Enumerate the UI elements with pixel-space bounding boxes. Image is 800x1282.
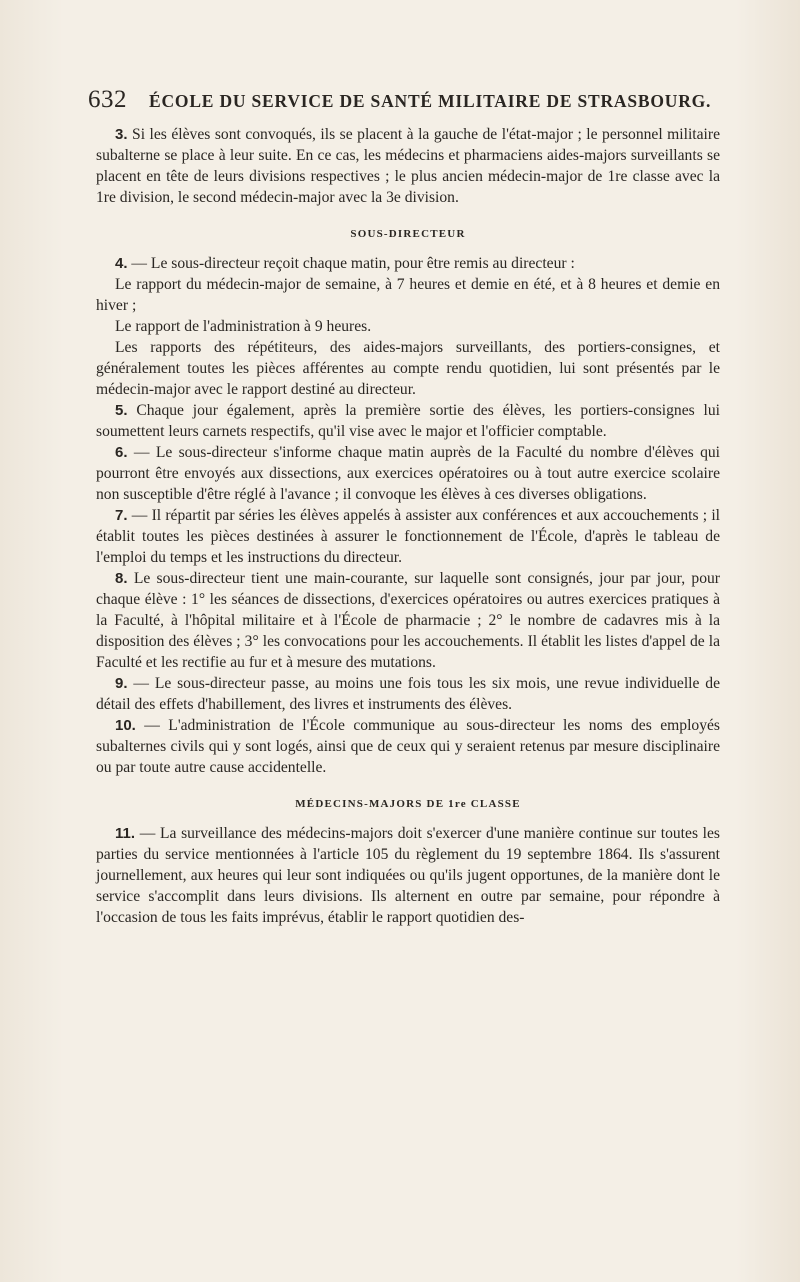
article-text: Si les élèves sont convoqués, ils se placent à la gauche de l'état-major ; le personnel militaire subalterne se place à leur suite. En ce cas, les médecins et pharmaciens aides-majors surveillants se placent en tête de leurs divisions respectives ; le plus ancien médecin-major de 1re classe avec la 1re division, le second médecin-major avec la 3e division. (96, 126, 721, 206)
article-text: — L'administration de l'École communique au sous-directeur les noms des employés subalternes civils qui y sont logés, ainsi que de ceux qui y seraient retenus par mesure disciplinaire ou par toute autre cause accidentelle. (96, 717, 720, 776)
article-6 (96, 442, 720, 505)
article-number: 6. (115, 444, 128, 461)
article-number: 10. (115, 717, 136, 734)
section-heading-medecins-majors: MÉDECINS-MAJORS DE 1re CLASSE (295, 798, 521, 810)
page-number: 632 (88, 86, 127, 113)
section-heading-sous-directeur: SOUS-DIRECTEUR (350, 228, 466, 240)
article-text: — Le sous-directeur reçoit chaque matin, pour être remis au directeur : (131, 255, 575, 272)
article-10 (96, 715, 720, 778)
article-4-item: Le rapport de l'administration à 9 heures. (115, 318, 372, 335)
article-4 (96, 253, 720, 274)
article-number: 4. (115, 255, 128, 272)
article-3 (96, 124, 720, 208)
page-body (96, 124, 720, 928)
article-text: — Le sous-directeur s'informe chaque matin auprès de la Faculté du nombre d'élèves qui pourront être envoyés aux dissections, aux exercices opératoires ou à tout autre exercice scolaire non susceptible d'être réglé à l'avance ; il convoque les élèves à ces diverses obligations. (96, 444, 720, 503)
article-4-item: Le rapport du médecin-major de semaine, à 7 heures et demie en été, et à 8 heures et demie en hiver ; (96, 276, 720, 314)
article-number: 3. (115, 126, 128, 143)
article-text: — Le sous-directeur passe, au moins une fois tous les six mois, une revue individuelle de détail des effets d'habillement, des livres et instruments des élèves. (96, 675, 720, 713)
article-number: 11. (115, 825, 136, 842)
article-4-item: Les rapports des répétiteurs, des aides-majors surveillants, des portiers-consignes, et généralement toutes les pièces afférentes au compte rendu quotidien, lui sont présentés par le médecin-major avec le rapport destiné au directeur. (96, 339, 720, 398)
article-text: — La surveillance des médecins-majors doit s'exercer d'une manière continue sur toutes les parties du service mentionnées à l'article 105 du règlement du 19 septembre 1864. Ils s'assurent journellement, aux heures qui leur sont indiquées ou qu'ils jugent opportunes, de la manière dont le service s'accomplit dans leurs divisions. Ils alternent en outre par semaine, pour répondre à l'occasion de tous les faits imprévus, établir le rapport quotidien des- (96, 825, 720, 926)
article-text: Chaque jour également, après la première sortie des élèves, les portiers-consignes lui soumettent leurs carnets respectifs, qu'il vise avec le major et l'officier comptable. (96, 402, 720, 440)
article-number: 5. (115, 402, 128, 419)
page-header (88, 86, 720, 114)
article-7 (96, 505, 720, 568)
article-number: 7. (115, 507, 128, 524)
article-number: 8. (115, 570, 128, 587)
running-title: ÉCOLE DU SERVICE DE SANTÉ MILITAIRE DE STRASBOURG. (149, 91, 712, 111)
article-text: Le sous-directeur tient une main-courante, sur laquelle sont consignés, jour par jour, pour chaque élève : 1° les séances de dissections, d'exercices opératoires ou autres exercices pratiques à la Faculté, à l'hôpital militaire et à l'École de pharmacie ; 2° le nombre de cadavres mis à la disposition des élèves ; 3° les convocations pour les accouchements. Il établit les listes d'appel de la Faculté et les rectifie au fur et à mesure des mutations. (96, 570, 720, 671)
article-11 (96, 823, 720, 928)
article-5 (96, 400, 720, 442)
article-9 (96, 673, 720, 715)
article-number: 9. (115, 675, 128, 692)
article-8 (96, 568, 720, 673)
article-text: — Il répartit par séries les élèves appelés à assister aux conférences et aux accouchements ; il établit toutes les pièces destinées à assurer le fonctionnement de l'École, d'après le tableau de l'emploi du temps et les instructions du directeur. (96, 507, 720, 566)
